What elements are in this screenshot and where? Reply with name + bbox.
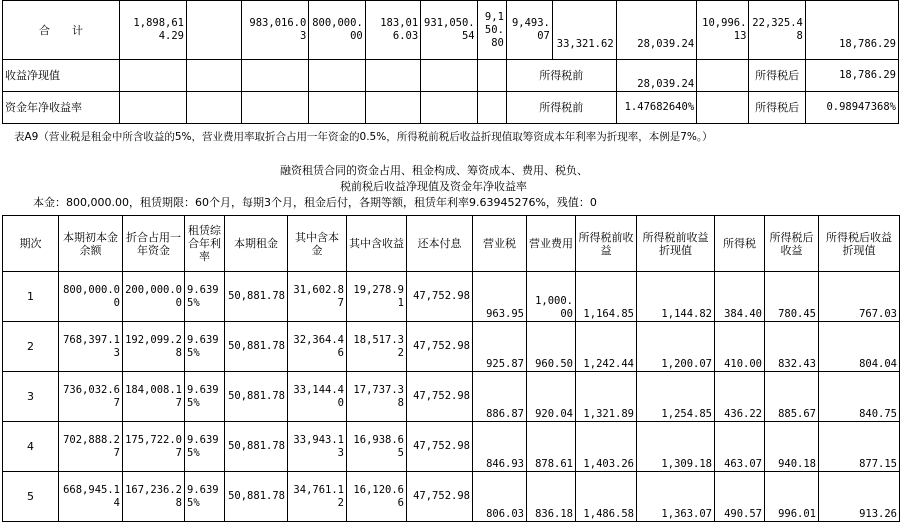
table-cell: 2 (3, 322, 59, 372)
table-cell: 668,945.14 (59, 472, 123, 522)
table-cell: 50,881.78 (225, 422, 288, 472)
table-cell: 780.45 (765, 272, 819, 322)
table-cell: 16,120.66 (347, 472, 407, 522)
table-cell: 33,144.40 (288, 372, 347, 422)
table-cell: 9.6395% (185, 422, 225, 472)
table-cell: 19,278.91 (347, 272, 407, 322)
table-cell: 840.75 (819, 372, 900, 422)
table-cell: 1,254.85 (637, 372, 715, 422)
table-cell: 175,722.07 (123, 422, 185, 472)
table-row (3, 422, 900, 472)
table-cell: 996.01 (765, 472, 819, 522)
rate-pretax-value: 1.47682640% (616, 92, 697, 124)
table-cell: 167,236.28 (123, 472, 185, 522)
table-cell: 940.18 (765, 422, 819, 472)
table-cell: 1,200.07 (637, 322, 715, 372)
total-label: 合 计 (3, 1, 120, 60)
table-cell: 384.40 (715, 272, 765, 322)
table-cell: 963.95 (473, 272, 527, 322)
header-cell: 折合占用一年资金 (123, 216, 185, 272)
table-cell: 836.18 (527, 472, 576, 522)
table-cell: 9.6395% (185, 272, 225, 322)
table-cell: 885.67 (765, 372, 819, 422)
total-cell: 10,996.13 (697, 1, 749, 60)
npv-posttax-value: 18,786.29 (805, 60, 898, 92)
table-cell: 200,000.00 (123, 272, 185, 322)
header-cell: 本期初本金余额 (59, 216, 123, 272)
table-cell: 832.43 (765, 322, 819, 372)
summary-table (2, 0, 899, 124)
total-cell: 9,150.80 (477, 1, 506, 60)
total-cell: 28,039.24 (616, 1, 697, 60)
table-cell: 16,938.65 (347, 422, 407, 472)
table-row (3, 372, 900, 422)
table-cell: 736,032.67 (59, 372, 123, 422)
total-cell (187, 1, 242, 60)
table-cell: 702,888.27 (59, 422, 123, 472)
table-row (3, 472, 900, 522)
npv-pretax-value: 28,039.24 (616, 60, 697, 92)
npv-posttax-label: 所得税后 (749, 60, 805, 92)
npv-pretax-label: 所得税前 (506, 60, 616, 92)
table-cell: 9.6395% (185, 372, 225, 422)
header-cell: 所得税前收益 (576, 216, 637, 272)
table-cell: 184,008.17 (123, 372, 185, 422)
total-cell: 9,493.07 (506, 1, 552, 60)
table-cell: 767.03 (819, 272, 900, 322)
table-cell: 925.87 (473, 322, 527, 372)
header-cell: 其中含收益 (347, 216, 407, 272)
table-cell: 436.22 (715, 372, 765, 422)
npv-label: 收益净现值 (3, 60, 120, 92)
rate-label: 资金年净收益率 (3, 92, 120, 124)
table-cell: 913.26 (819, 472, 900, 522)
table-cell: 17,737.38 (347, 372, 407, 422)
table-cell: 4 (3, 422, 59, 472)
table-cell: 50,881.78 (225, 372, 288, 422)
table-cell: 1,321.89 (576, 372, 637, 422)
table-cell: 47,752.98 (407, 272, 473, 322)
table-cell: 3 (3, 372, 59, 422)
header-cell: 其中含本金 (288, 216, 347, 272)
header-row (3, 216, 900, 272)
table-cell: 806.03 (473, 472, 527, 522)
table-cell: 1,309.18 (637, 422, 715, 472)
total-cell: 931,050.54 (421, 1, 477, 60)
table-cell: 877.15 (819, 422, 900, 472)
table-cell: 463.07 (715, 422, 765, 472)
header-cell: 营业费用 (527, 216, 576, 272)
table-cell: 1,363.07 (637, 472, 715, 522)
table-cell: 1 (3, 272, 59, 322)
header-cell: 所得税 (715, 216, 765, 272)
total-cell: 183,016.03 (365, 1, 420, 60)
table-cell: 1,000.00 (527, 272, 576, 322)
total-cell: 33,321.62 (552, 1, 616, 60)
table-cell: 47,752.98 (407, 322, 473, 372)
table-cell: 50,881.78 (225, 322, 288, 372)
table-cell: 47,752.98 (407, 422, 473, 472)
table-cell: 50,881.78 (225, 472, 288, 522)
header-cell: 期次 (3, 216, 59, 272)
total-cell: 1,898,614.29 (120, 1, 187, 60)
table-cell: 886.87 (473, 372, 527, 422)
table-cell: 192,099.28 (123, 322, 185, 372)
total-cell: 18,786.29 (805, 1, 898, 60)
table-cell: 34,761.12 (288, 472, 347, 522)
table-cell: 490.57 (715, 472, 765, 522)
table-cell: 32,364.46 (288, 322, 347, 372)
table-cell: 804.04 (819, 322, 900, 372)
table-cell: 47,752.98 (407, 472, 473, 522)
table-cell: 1,486.58 (576, 472, 637, 522)
table-note: 表A9（营业税是租金中所含收益的5%，营业费用率取折合占用一年资金的0.5%，所得税前税后收益折现值取筹资成本年利率为折现率，本例是7%。） (14, 131, 713, 143)
table-cell: 960.50 (527, 322, 576, 372)
table-cell: 410.00 (715, 322, 765, 372)
title-line-2: 税前税后收益净现值及资金年净收益率 (340, 180, 527, 193)
total-cell: 22,325.48 (749, 1, 805, 60)
table-cell: 768,397.13 (59, 322, 123, 372)
header-cell: 所得税前收益折现值 (637, 216, 715, 272)
table-cell: 846.93 (473, 422, 527, 472)
header-cell: 所得税后收益折现值 (819, 216, 900, 272)
table-cell: 1,403.26 (576, 422, 637, 472)
table-row (3, 322, 900, 372)
table-cell: 31,602.87 (288, 272, 347, 322)
table-cell: 1,164.85 (576, 272, 637, 322)
info-line: 本金：800,000.00，租赁期限：60个月，每期3个月，租金后付，各期等额，租赁年利率9.63945276%，残值：0 (33, 196, 597, 209)
table-cell: 878.61 (527, 422, 576, 472)
table-cell: 9.6395% (185, 322, 225, 372)
rate-posttax-label: 所得税后 (749, 92, 805, 124)
header-cell: 营业税 (473, 216, 527, 272)
header-cell: 租赁综合年利率 (185, 216, 225, 272)
table-cell: 9.6395% (185, 472, 225, 522)
table-cell: 1,242.44 (576, 322, 637, 372)
table-cell: 50,881.78 (225, 272, 288, 322)
total-cell: 800,000.00 (309, 1, 365, 60)
title-line-1: 融资租赁合同的资金占用、租金构成、筹资成本、费用、税负、 (280, 164, 588, 177)
table-row (3, 272, 900, 322)
rate-posttax-value: 0.98947368% (805, 92, 898, 124)
header-cell: 还本付息 (407, 216, 473, 272)
header-cell: 本期租金 (225, 216, 288, 272)
table-cell: 47,752.98 (407, 372, 473, 422)
schedule-table (2, 215, 900, 522)
table-cell: 33,943.13 (288, 422, 347, 472)
rate-pretax-label: 所得税前 (506, 92, 616, 124)
header-cell: 所得税后收益 (765, 216, 819, 272)
table-cell: 800,000.00 (59, 272, 123, 322)
table-cell: 18,517.32 (347, 322, 407, 372)
table-cell: 920.04 (527, 372, 576, 422)
total-cell: 983,016.03 (242, 1, 309, 60)
table-cell: 5 (3, 472, 59, 522)
table-cell: 1,144.82 (637, 272, 715, 322)
